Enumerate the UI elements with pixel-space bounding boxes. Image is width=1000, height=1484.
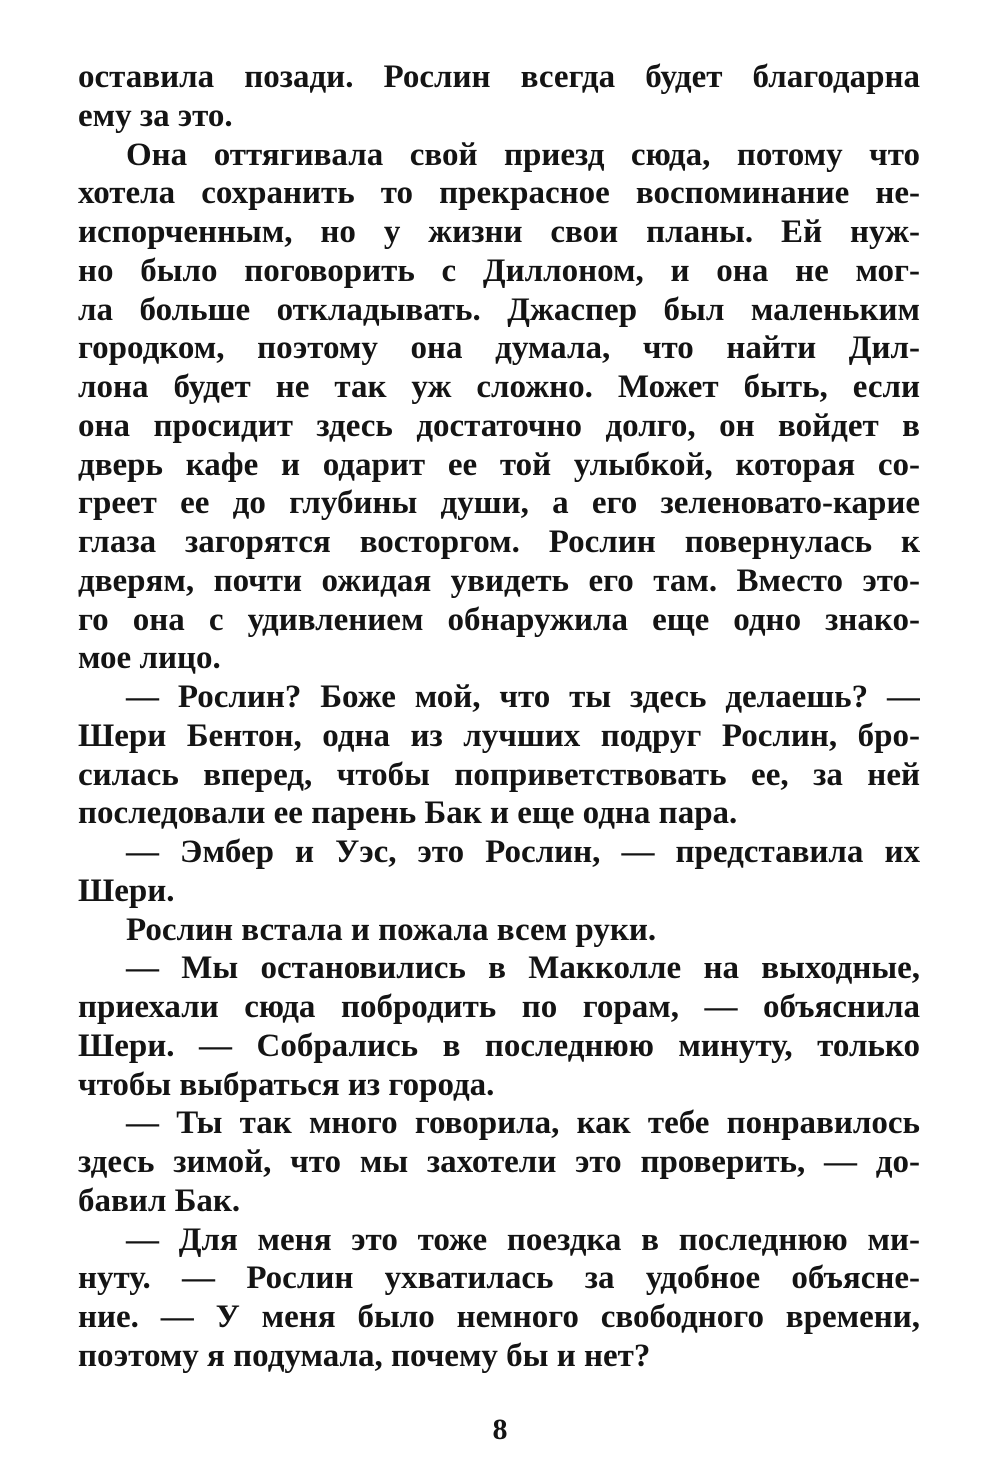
text-line: испорченным, но у жизни свои планы. Ей нуж- [78,214,920,250]
text-line: греет ее до глубины души, а его зеленовато-карие [78,485,920,522]
text-line: она просидит здесь достаточно долго, он войдет в [78,407,920,444]
text-line: оставила позади. Рослин всегда будет благодарна [78,59,920,95]
text-line: последовали ее парень Бак и еще одна пара. [78,795,738,832]
page-number: 8 [492,1413,508,1446]
text-line: ла больше откладывать. Джаспер был маленьким [78,291,920,328]
body-text [78,58,920,1376]
text-line: бавил Бак. [78,1182,241,1219]
text-line: городком, поэтому она думала, что найти Дил- [78,330,920,367]
text-line: Рослин встала и пожала всем руки. [126,911,657,948]
text-line: — Эмбер и Уэс, это Рослин, — представила их [126,834,920,870]
text-line: — Мы остановились в Макколле на выходные, [126,950,920,987]
text-line: но было поговорить с Диллоном, и она не мог- [78,252,920,289]
text-line: — Ты так много говорила, как тебе понравилось [126,1105,920,1142]
text-line: — Рослин? Боже мой, что ты здесь делаешь? — [126,679,920,715]
text-line: ние. — У меня было немного свободного времени, [78,1299,920,1335]
text-line: дверям, почти ожидая увидеть его там. Вместо это- [78,562,920,599]
text-line: — Для меня это тоже поездка в последнюю ми- [126,1221,920,1258]
text-line: хотела сохранить то прекрасное воспоминание не- [78,175,920,212]
text-line: го она с удивлением обнаружила еще одно знако- [78,601,920,638]
text-line: Шери Бентон, одна из лучших подруг Рослин, бро- [78,717,920,754]
text-line: Она оттягивала свой приезд сюда, потому что [126,136,920,173]
text-line: мое лицо. [78,640,221,677]
text-line: силась вперед, чтобы поприветствовать ее, за ней [78,756,920,793]
text-line: дверь кафе и одарит ее той улыбкой, которая со- [78,446,920,483]
text-line: Шери. — Собрались в последнюю минуту, только [78,1027,920,1064]
text-line: ему за это. [78,97,233,134]
text-line: нуту. — Рослин ухватилась за удобное объясне- [78,1260,920,1297]
text-line: поэтому я подумала, почему бы и нет? [78,1337,651,1374]
text-line: чтобы выбраться из города. [78,1066,495,1103]
text-line: здесь зимой, что мы захотели это проверить, — до- [78,1144,920,1180]
text-line: приехали сюда побродить по горам, — объяснила [78,989,920,1025]
text-line: Шери. [78,872,175,909]
text-line: лона будет не так уж сложно. Может быть, если [78,369,920,405]
text-line: глаза загорятся восторгом. Рослин повернулась к [78,524,920,560]
